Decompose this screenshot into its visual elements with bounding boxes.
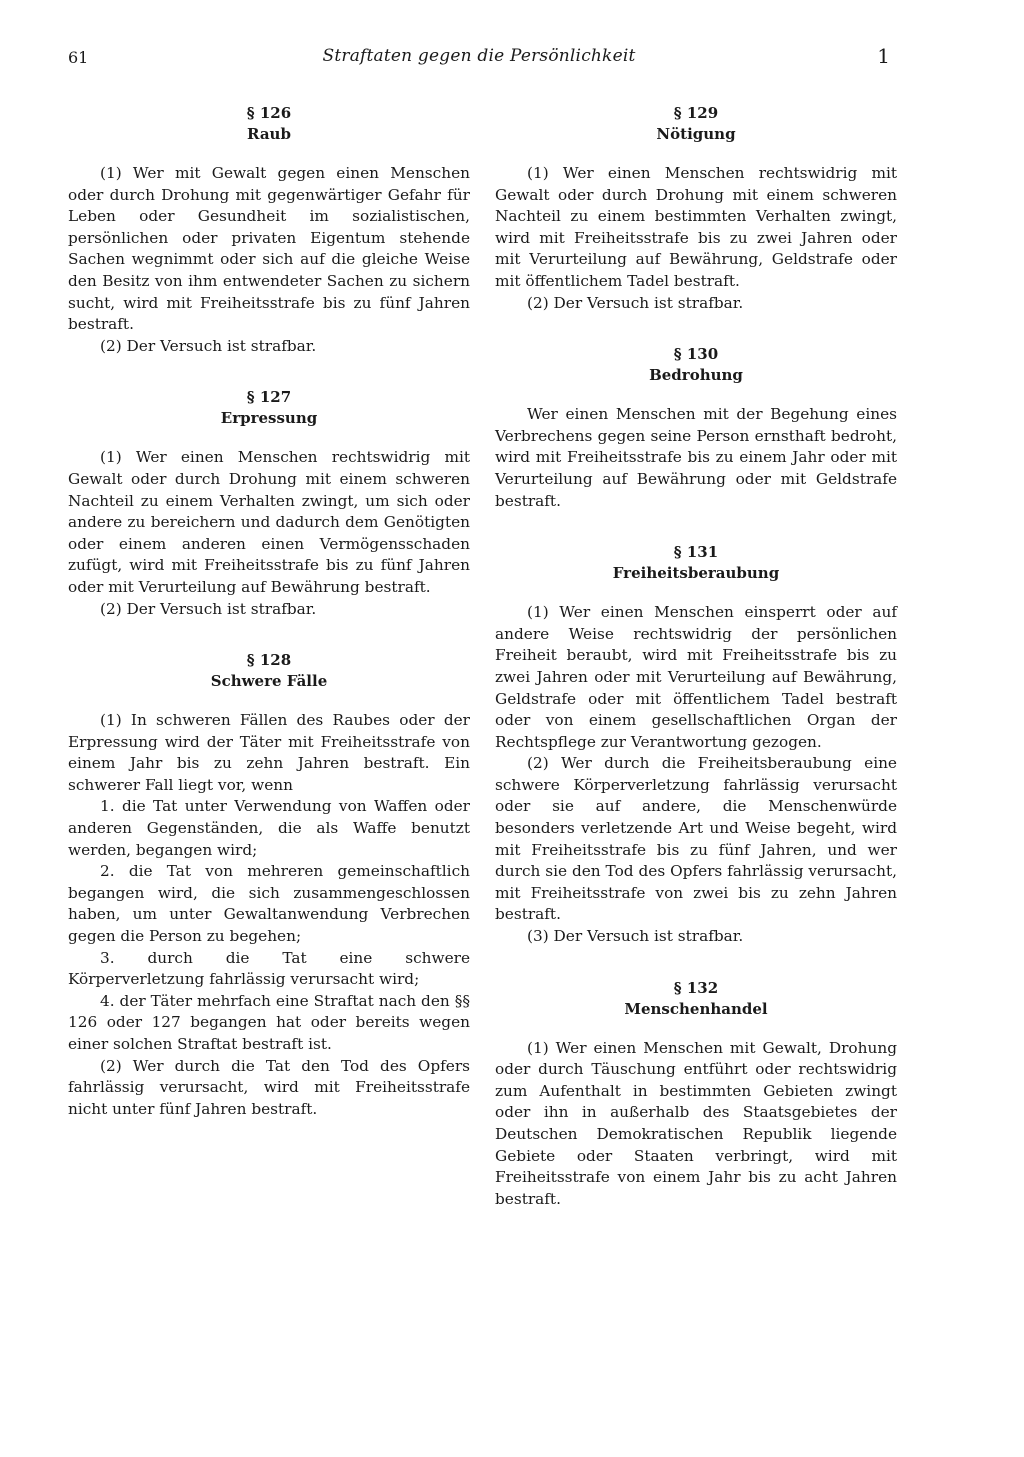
paragraph: Wer einen Menschen mit der Begehung eines Verbrechens gegen seine Person ernsthaft bedroht, wird mit Freiheitsstrafe bis zu einem Jahr oder mit Verurteilung auf Bewährung oder mit Geldstrafe bestraft. (495, 405, 897, 510)
section-number: § 130 (673, 345, 719, 364)
paragraph: (2) Wer durch die Freiheitsberaubung eine schwere Körperverletzung fahrlässig verursacht oder sie auf andere, die Menschenwürde besonders verletzende Art und Weise begeht, wird mit Freiheitsstrafe bis zu fünf Jahren, und wer durch sie den Tod des Opfers fahrlässig verursacht, mit Freiheitsstrafe von zwei bis zu zehn Jahren bestraft. (495, 754, 897, 924)
section-heading (68, 650, 470, 692)
section-title: Nötigung (656, 125, 736, 143)
section-132 (495, 978, 897, 1211)
section-heading (68, 103, 470, 145)
section-heading (495, 542, 897, 584)
section-number: § 126 (246, 104, 292, 122)
chapter-number: 1 (877, 44, 890, 68)
paragraph: (2) Der Versuch ist strafbar. (100, 599, 317, 618)
right-column (495, 103, 897, 1240)
page-number: 61 (68, 48, 89, 67)
paragraph: (1) Wer einen Menschen rechtswidrig mit Gewalt oder durch Drohung mit einem schweren Nachteil zu einem Verhalten zwingt, um sich oder andere zu bereichern und dadurch dem Genötigten oder einem anderen einen Vermögensschaden zufügt, wird mit Freiheitsstrafe bis zu fünf Jahren oder mit Verurteilung auf Bewährung bestraft. (68, 448, 470, 596)
section-title: Bedrohung (649, 366, 743, 385)
list-item: 4. der Täter mehrfach eine Straftat nach den §§ 126 oder 127 begangen hat oder bereits wegen einer solchen Straftat bestraft ist. (68, 991, 470, 1053)
section-heading (68, 387, 470, 429)
paragraph: (1) Wer einen Menschen rechtswidrig mit Gewalt oder durch Drohung mit einem schweren Nachteil zu einem bestimmten Verhalten zwingt, wird mit Freiheitsstrafe bis zu zwei Jahren oder mit Verurteilung auf Bewährung, Geldstrafe oder mit öffentlichem Tadel bestraft. (495, 164, 897, 290)
paragraph: (2) Der Versuch ist strafbar. (527, 293, 744, 312)
section-number: § 129 (673, 104, 719, 122)
section-128 (68, 650, 470, 1120)
section-129 (495, 103, 897, 314)
paragraph: (2) Wer durch die Tat den Tod des Opfers fahrlässig verursacht, wird mit Freiheitsstrafe nicht unter fünf Jahren bestraft. (68, 1056, 470, 1118)
section-heading (495, 344, 897, 386)
paragraph: (1) In schweren Fällen des Raubes oder der Erpressung wird der Täter mit Freiheitsstrafe von einem Jahr bis zu zehn Jahren bestraft. Ein schwerer Fall liegt vor, wenn (68, 711, 470, 794)
section-title: Raub (247, 125, 291, 143)
page-header (68, 44, 890, 78)
section-126 (68, 103, 470, 357)
list-item: 1. die Tat unter Verwendung von Waffen oder anderen Gegenständen, die als Waffe benutzt werden, begangen wird; (68, 797, 470, 859)
section-127 (68, 387, 470, 620)
list-item: 2. die Tat von mehreren gemeinschaftlich begangen wird, die sich zusammengeschlossen haben, um unter Gewaltanwendung Verbrechen gegen die Person zu begehen; (68, 862, 470, 946)
section-number: § 127 (246, 388, 292, 407)
section-number: § 132 (673, 978, 719, 997)
paragraph: (1) Wer einen Menschen einsperrt oder auf andere Weise rechtswidrig der persönlichen Freiheit beraubt, wird mit Freiheitsstrafe bis zu zwei Jahren oder mit Verurteilung auf Bewährung, Geldstrafe oder mit öffentlichem Tadel bestraft oder von einem gesellschaftlichen Organ der Rechtspflege zur Verantwortung gezogen. (495, 603, 897, 751)
paragraph: (1) Wer einen Menschen mit Gewalt, Drohung oder durch Täuschung entführt oder rechtswidrig zum Aufenthalt in bestimmten Gebieten zwingt oder ihn in außerhalb des Staatsgebietes der Deutschen Demokratischen Republik liegende Gebiete oder Staaten verbringt, wird mit Freiheitsstrafe von einem Jahr bis zu acht Jahren bestraft. (495, 1038, 897, 1208)
section-title: Schwere Fälle (210, 672, 328, 691)
list-item: 3. durch die Tat eine schwere Körperverletzung fahrlässig verursacht wird; (68, 948, 470, 989)
paragraph: (1) Wer mit Gewalt gegen einen Menschen oder durch Drohung mit gegenwärtiger Gefahr für Leben oder Gesundheit im sozialistischen, persönlichen oder privaten Eigentum stehende Sachen wegnimmt oder sich auf die gleiche Weise den Besitz von ihm entwendeter Sachen zu sichern sucht, wird mit Freiheitsstrafe bis zu fünf Jahren bestraft. (68, 164, 470, 334)
left-column (68, 103, 470, 1150)
section-heading (495, 978, 897, 1020)
section-130 (495, 344, 897, 512)
section-number: § 131 (673, 543, 719, 562)
section-131 (495, 542, 897, 948)
section-number: § 128 (246, 651, 292, 670)
section-title: Freiheitsberaubung (612, 564, 780, 583)
section-title: Erpressung (220, 409, 318, 428)
section-title: Menschenhandel (624, 999, 768, 1018)
paragraph: (3) Der Versuch ist strafbar. (527, 927, 744, 946)
running-title: Straftaten gegen die Persönlichkeit (322, 46, 636, 66)
section-heading (495, 103, 897, 145)
paragraph: (2) Der Versuch ist strafbar. (100, 336, 317, 355)
